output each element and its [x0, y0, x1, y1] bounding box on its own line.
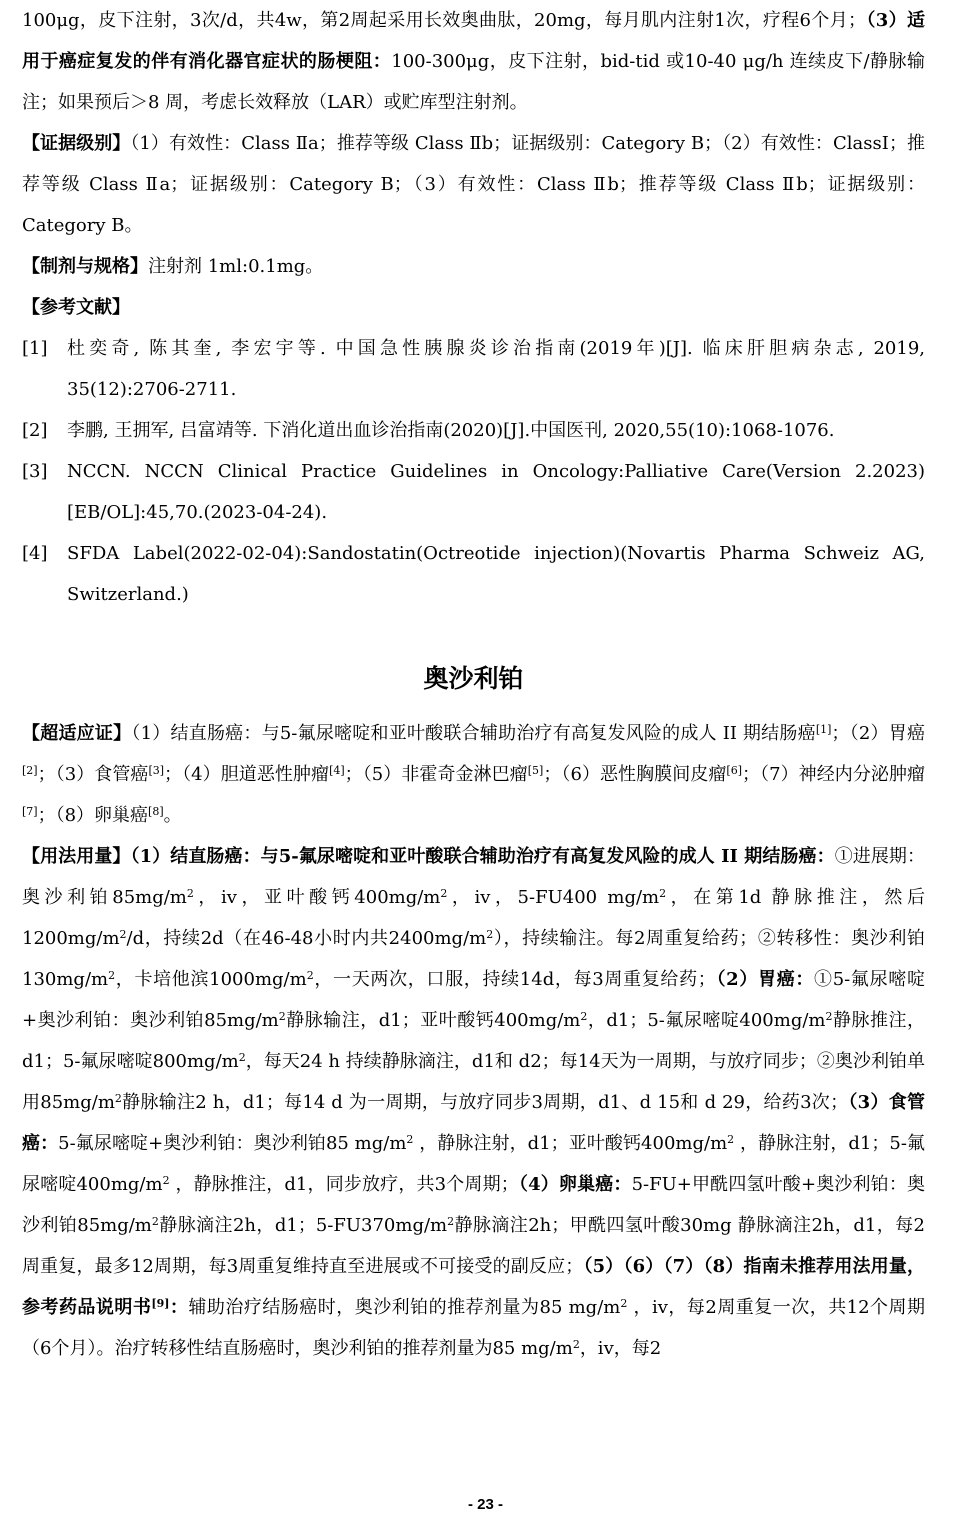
- superscript: 2: [620, 1297, 628, 1310]
- reference-text: [EB/OL]:45,70.(2023-04-24).: [67, 502, 328, 523]
- indication-text: ；（5）非霍奇金淋巴瘤: [344, 764, 528, 785]
- off-label-indications: [22, 713, 925, 836]
- citation: [1]: [815, 723, 832, 736]
- citation: [6]: [726, 764, 742, 777]
- document-page: [22, 0, 925, 1369]
- superscript: 2: [151, 1215, 159, 1228]
- superscript: 2: [486, 928, 494, 941]
- dosage-text: ，卡培他滨1000mg/m: [115, 969, 307, 990]
- indication-text: ；（4）胆道恶性肿瘤: [164, 764, 330, 785]
- dosage-heading-5: （5）（6）（7）（8）指南未推荐用法用量，参考药品说明书: [22, 1256, 925, 1318]
- superscript: 2: [447, 1215, 455, 1228]
- reference-number: [1]: [22, 338, 48, 359]
- dosage-text: ，一天两次，口服，持续14d，每3周重复给药；: [313, 969, 716, 990]
- superscript: 2: [238, 1051, 246, 1064]
- reference-item: [22, 410, 925, 451]
- reference-item: [22, 451, 925, 533]
- drug-title: 奥沙利铂: [423, 664, 524, 693]
- dosage-text: ，iv，每2周重复一次，共12个周期（6个月）。治疗转移性结直肠癌时，奥沙利铂的推荐剂量为85 mg/m: [22, 1297, 926, 1359]
- dosage-heading-1: （1）结直肠癌：与5-氟尿嘧啶和亚叶酸联合辅助治疗有高复发风险的成人 II 期结肠癌：: [130, 846, 835, 867]
- superscript: 2: [659, 887, 667, 900]
- reference-text: 杜奕奇, 陈其奎, 李宏宇等. 中国急性胰腺炎诊治指南(2019年)[J]. 临床肝胆病杂志, 2019,: [67, 338, 925, 359]
- superscript: 2: [114, 1092, 122, 1105]
- dosage-text: 静脉滴注2h；甲酰四氢叶酸30mg 静脉滴注2h，d1，每2周重复，最多12周期，每3周重复维持直至进展或不可接受的副反应；: [22, 1215, 926, 1277]
- citation: [4]: [329, 764, 345, 777]
- dosage-text: 静脉输注，d1；亚叶酸钙400mg/m: [285, 1010, 581, 1031]
- dosage-text: ，静脉注射，d1；亚叶酸钙400mg/m: [413, 1133, 728, 1154]
- dosage-heading-3: （3）适用于癌症复发的伴有消化器官症状的肠梗阻：: [22, 10, 925, 72]
- superscript: 2: [186, 887, 194, 900]
- dosage-text: ，在第1d 静脉推注，然后1200mg/m: [22, 887, 925, 949]
- indication-text: ；（2）胃癌: [831, 723, 926, 744]
- references-label: 【参考文献】: [22, 297, 130, 318]
- specification: [22, 246, 925, 287]
- indication-text: ；（3）食管癌: [37, 764, 149, 785]
- dosage-heading-4: （4）卵巢癌：: [518, 1174, 632, 1195]
- dosage-continued: [22, 0, 925, 123]
- dosage-heading-2: （2）胃癌：: [715, 969, 815, 990]
- references-heading: [22, 287, 925, 328]
- reference-item: [22, 328, 925, 410]
- reference-text: 35(12):2706-2711.: [67, 379, 237, 400]
- dosage-text: ），持续输注。每2周重复给药；②转移性：奥沙利铂130mg/m: [22, 928, 925, 990]
- dosage-text: ，iv，每2: [579, 1338, 662, 1359]
- dosage-text: ，静脉推注，d1，同步放疗，共3个周期；: [169, 1174, 519, 1195]
- reference-text: Switzerland.): [67, 584, 189, 605]
- dosage-heading-3: （3）食管癌：: [22, 1092, 925, 1154]
- reference-item: [22, 533, 925, 615]
- reference-number: [2]: [22, 420, 48, 441]
- citation: [3]: [148, 764, 165, 777]
- dosage-text: 静脉滴注2h，d1；5-FU370mg/m: [158, 1215, 448, 1236]
- dosage-text: ，iv，亚叶酸钙400mg/m: [193, 887, 441, 908]
- indication-text: ；（7）神经内分泌肿瘤: [742, 764, 926, 785]
- reference-list: [22, 328, 925, 615]
- dosage-text: ①进展期：奥沙利铂85mg/m: [22, 846, 926, 908]
- citation: [8]: [148, 805, 164, 818]
- superscript: 2: [440, 887, 448, 900]
- indication-text: 。: [163, 805, 182, 826]
- dosage-text: /d，持续2d（在46-48小时内共2400mg/m: [126, 928, 487, 949]
- indication-text: ；（6）恶性胸膜间皮瘤: [543, 764, 727, 785]
- dosage-text: ，静脉注射，d1；5-氟尿嘧啶400mg/m: [22, 1133, 926, 1195]
- evidence-level: [22, 123, 925, 246]
- superscript: 2: [306, 969, 314, 982]
- page-number: - 23 -: [467, 1496, 503, 1513]
- spec-text: 注射剂 1ml:0.1mg。: [148, 256, 324, 277]
- dosage-text: 静脉输注2 h，d1；每14 d 为一周期，与放疗同步3周期，d1、d 15和 d 29，给药3次；: [121, 1092, 849, 1113]
- dosage-text: 静脉推注，d1；5-氟尿嘧啶800mg/m: [22, 1010, 926, 1072]
- superscript: 2: [278, 1010, 286, 1023]
- indication-text: （1）结直肠癌：与5-氟尿嘧啶和亚叶酸联合辅助治疗有高复发风险的成人 II 期结肠癌: [131, 723, 816, 744]
- dosage-text: ，iv，5-FU400 mg/m: [447, 887, 660, 908]
- dosage-text: ①5-氟尿嘧啶+奥沙利铂：奥沙利铂85mg/m: [22, 969, 925, 1031]
- superscript: 2: [580, 1010, 588, 1023]
- superscript: 2: [162, 1174, 170, 1187]
- citation: [9]: [151, 1297, 170, 1310]
- evidence-label: 【证据级别】: [22, 133, 131, 154]
- dosage-text: 5-氟尿嘧啶+奥沙利铂：奥沙利铂85 mg/m: [58, 1133, 407, 1154]
- dosage-text: ，d1；5-氟尿嘧啶400mg/m: [587, 1010, 826, 1031]
- reference-text: NCCN. NCCN Clinical Practice Guidelines in Oncology:Palliative Care(Version 2.2023): [67, 461, 925, 482]
- evidence-text: （1）有效性：Class Ⅱa；推荐等级 Class Ⅱb；证据级别：Category B；（2）有效性：ClassⅠ；推荐等级 Class Ⅱa；证据级别：Category B；（3）有效性：Class Ⅱb；推荐等级 Class Ⅱb；证据级别：Category B。: [22, 133, 926, 236]
- superscript: 2: [825, 1010, 833, 1023]
- spec-label: 【制剂与规格】: [22, 256, 148, 277]
- dosage-text: 100-300μg，皮下注射，bid-tid 或10-40 μg/h 连续皮下/静脉输注；如果预后＞8 周，考虑长效释放（LAR）或贮库型注射剂。: [22, 51, 925, 113]
- citation: [5]: [527, 764, 544, 777]
- reference-text: 李鹏, 王拥军, 吕富靖等. 下消化道出血诊治指南(2020)[J].中国医刊, 2020,55(10):1068-1076.: [67, 420, 835, 441]
- superscript: 2: [119, 928, 127, 941]
- dosage-label: 【用法用量】: [22, 846, 131, 867]
- dosage-text: 辅助治疗结肠癌时，奥沙利铂的推荐剂量为85 mg/m: [188, 1297, 621, 1318]
- dosage-text: ，每天24 h 持续静脉滴注，d1和 d2；每14天为一周期，与放疗同步；②奥沙利铂单用85mg/m: [22, 1051, 925, 1113]
- reference-number: [4]: [22, 543, 48, 564]
- dosage-text: 100μg，皮下注射，3次/d，共4w，第2周起采用长效奥曲肽，20mg，每月肌内注射1次，疗程6个月；: [22, 10, 867, 31]
- reference-number: [3]: [22, 461, 48, 482]
- dosage-text: 5-FU+甲酰四氢叶酸+奥沙利铂：奥沙利铂85mg/m: [22, 1174, 925, 1236]
- superscript: 2: [108, 969, 116, 982]
- superscript: 2: [406, 1133, 414, 1146]
- superscript: 2: [727, 1133, 735, 1146]
- superscript: 2: [572, 1338, 580, 1351]
- citation: [7]: [22, 805, 38, 818]
- indication-text: ；（8）卵巢癌: [37, 805, 149, 826]
- dosage-section: [22, 836, 925, 1369]
- dosage-heading-5: ：: [169, 1297, 189, 1318]
- indication-label: 【超适应证】: [22, 723, 132, 744]
- reference-text: SFDA Label(2022-02-04):Sandostatin(Octreotide injection)(Novartis Pharma Schweiz AG,: [67, 543, 925, 564]
- citation: [2]: [22, 764, 38, 777]
